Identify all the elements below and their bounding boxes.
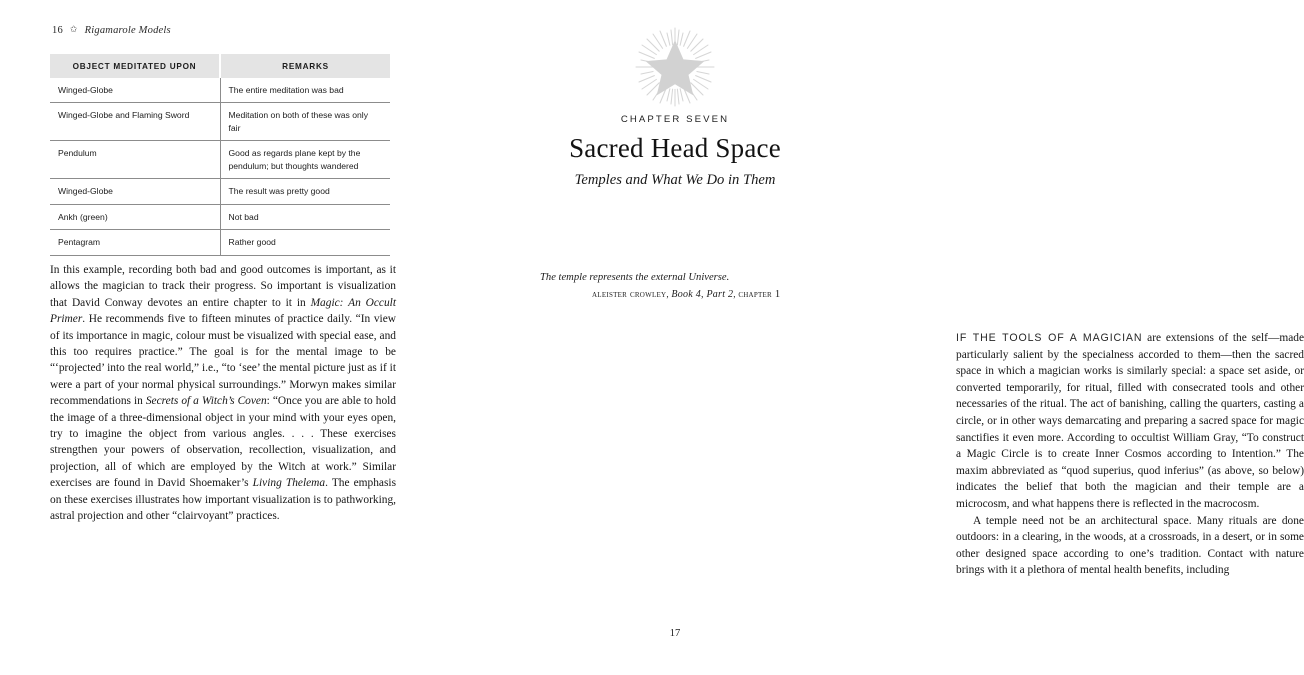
paragraph-sacred-space	[956, 330, 1304, 513]
cell-object: Winged-Globe	[50, 179, 220, 204]
para-text-1: In this example, recording both bad and good outcomes is important, as it allows the magician to track their progress. So important is visualization that David Conway devotes an entire chapter to it in	[50, 264, 396, 309]
epigraph-sep-1: ,	[666, 289, 672, 299]
chapter-ornament	[450, 26, 900, 115]
star-ornament-icon: ✩	[69, 24, 78, 34]
column-header-remarks: REMARKS	[220, 54, 390, 78]
cell-object: Pentagram	[50, 230, 220, 255]
recto-folio: 17	[669, 628, 681, 639]
cell-object: Pendulum	[50, 141, 220, 179]
table-row	[50, 230, 390, 255]
epigraph	[540, 270, 850, 302]
cell-remarks: Not bad	[220, 204, 390, 229]
starburst-ornament-icon	[623, 26, 727, 110]
cell-object: Ankh (green)	[50, 204, 220, 229]
chapter-subtitle: Temples and What We Do in Them	[574, 172, 776, 188]
cell-remarks: Good as regards plane kept by the pendulum; but thoughts wandered	[220, 141, 390, 179]
para-text-3: : “Once you are able to hold the image of a three-dimensional object in your mind with your eyes open, try to imagine the object from various angles. . . . These exercises strengthen your powers of observation, recollection, visualization, and projection, all of which are employed by the Witch at work.” Similar exercises are found in David Shoemaker’s	[50, 395, 396, 490]
para-text-2: . He recommends five to fifteen minutes of practice daily. “In view of its importance in magic, colour must be visualized with special ease, and this too requires practice.” The goal is for the mental image to be “‘projected’ into the real world,” i.e., “to ‘see’ the mental picture just as if it were a part of your normal physical surroundings.” Morwyn makes similar recommendations in	[50, 313, 396, 408]
book-title-living-thelema: Living Thelema	[252, 477, 326, 490]
recto-page	[450, 0, 1304, 675]
verso-page	[0, 0, 450, 675]
table-row	[50, 78, 390, 103]
table-header-row	[50, 54, 390, 78]
running-head	[52, 24, 171, 36]
paragraph-body-text: are extensions of the self—made particularly salient by the specialness accorded to them—then the sacred space in which a magician works is similarly special: a space set aside, or converted temporarily, for ritual, filled with consecrated tools and other necessaries of the ritual. The act of banishing, calling the quarters, casting a circle, or in other ways demarcating and preparing a sacred space for magic sanctifies it even more. According to occultist William Gray, “To construct a Magic Circle is to create Inner Cosmos according to Intention.” The maxim abbreviated as “quod superius, quod inferius” (as above, so below) indicates the belief that both the magician and their temple are a microcosm, and what happens there is reflected in the macrocosm.	[956, 332, 1304, 510]
recto-body-column	[956, 330, 1304, 579]
epigraph-locator: chapter 1	[738, 289, 781, 300]
table-body	[50, 78, 390, 255]
chapter-label: CHAPTER SEVEN	[620, 114, 730, 125]
chapter-title: Sacred Head Space	[569, 133, 781, 163]
column-header-object: OBJECT MEDITATED UPON	[50, 54, 220, 78]
epigraph-quote: The temple represents the external Universe.	[540, 272, 730, 283]
table-row	[50, 179, 390, 204]
cell-remarks: The result was pretty good	[220, 179, 390, 204]
cell-remarks: The entire meditation was bad	[220, 78, 390, 103]
cell-object: Winged-Globe	[50, 78, 220, 103]
running-head-folio: 16	[52, 25, 63, 36]
paragraph-outdoor-temple: A temple need not be an architectural space. Many rituals are done outdoors: in a clearing, in the woods, at a crossroads, in a desert, or in some other designed space according to one’s tradition. Contact with nature brings with it a plethora of mental health benefits, including	[956, 514, 1304, 577]
para-text-4: . The emphasis on these exercises illustrates how important visualization is to pathworking, astral projection and other “clairvoyant” practices.	[50, 477, 396, 523]
verso-body-column	[50, 262, 396, 525]
meditation-results-table	[50, 54, 390, 256]
epigraph-work: Book 4, Part 2	[671, 289, 734, 300]
cell-object: Winged-Globe and Flaming Sword	[50, 103, 220, 141]
epigraph-attribution	[540, 287, 850, 302]
epigraph-author: aleister crowley	[592, 289, 667, 300]
book-title-magic-occult-primer: Magic: An Occult Primer	[50, 296, 396, 326]
table-row	[50, 141, 390, 179]
epigraph-sep-2: ,	[733, 289, 739, 299]
cell-remarks: Meditation on both of these was only fair	[220, 103, 390, 141]
paragraph-lead-in: IF THE TOOLS OF A MAGICIAN	[956, 332, 1143, 344]
cell-remarks: Rather good	[220, 230, 390, 255]
book-title-secrets-witchs-coven: Secrets of a Witch’s Coven	[145, 395, 267, 408]
table-row	[50, 103, 390, 141]
table-row	[50, 204, 390, 229]
running-head-title: Rigamarole Models	[84, 25, 171, 36]
table-head	[50, 54, 390, 78]
paragraph-visualization	[50, 262, 396, 525]
